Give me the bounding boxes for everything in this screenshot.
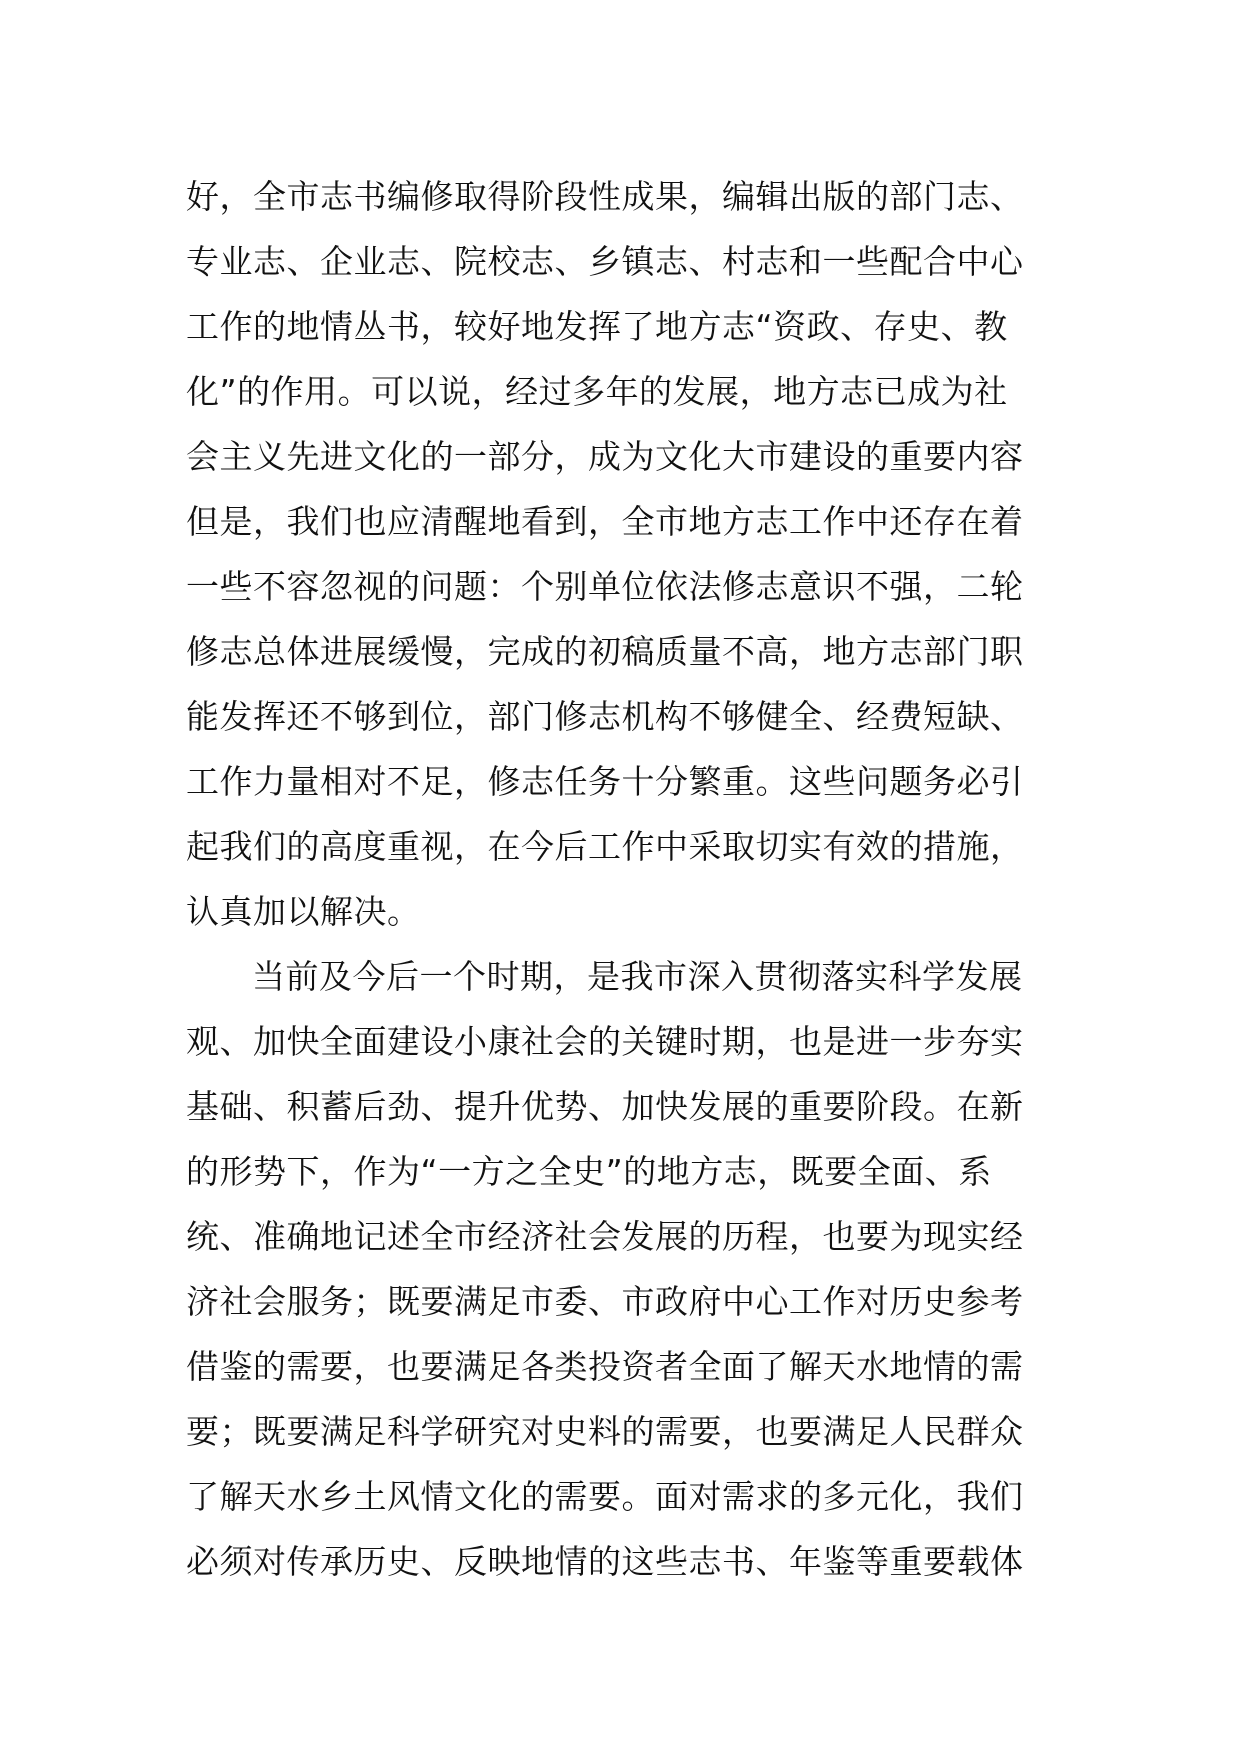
body-text: [186, 164, 1061, 1594]
text-line: 但是，我们也应清醒地看到，全市地方志工作中还存在着: [186, 502, 1024, 541]
text-line: 工作力量相对不足，修志任务十分繁重。这些问题务必引: [186, 762, 1024, 801]
text-line: 的形势下，作为“一方之全史”的地方志，既要全面、系: [186, 1152, 992, 1191]
text-line: 观、加快全面建设小康社会的关键时期，也是进一步夯实: [186, 1022, 1024, 1061]
text-line: 借鉴的需要，也要满足各类投资者全面了解天水地情的需: [186, 1347, 1024, 1386]
paragraph-start-line: 当前及今后一个时期，是我市深入贯彻落实科学发展: [252, 957, 1023, 996]
text-line: 必须对传承历史、反映地情的这些志书、年鉴等重要载体: [186, 1542, 1024, 1581]
text-line: 一些不容忽视的问题：个别单位依法修志意识不强，二轮: [186, 567, 1024, 606]
text-line: 能发挥还不够到位，部门修志机构不够健全、经费短缺、: [186, 697, 1024, 736]
text-line: 济社会服务；既要满足市委、市政府中心工作对历史参考: [186, 1282, 1024, 1321]
text-line: 化”的作用。可以说，经过多年的发展，地方志已成为社: [186, 372, 1008, 411]
text-line: 会主义先进文化的一部分，成为文化大市建设的重要内容: [186, 437, 1024, 476]
text-line: 好，全市志书编修取得阶段性成果，编辑出版的部门志、: [186, 177, 1024, 216]
text-line: 基础、积蓄后劲、提升优势、加快发展的重要阶段。在新: [186, 1087, 1024, 1126]
text-line: 了解天水乡土风情文化的需要。面对需求的多元化，我们: [186, 1477, 1024, 1516]
text-line: 要；既要满足科学研究对史料的需要，也要满足人民群众: [186, 1412, 1024, 1451]
text-line: 认真加以解决。: [186, 892, 421, 931]
text-line: 起我们的高度重视，在今后工作中采取切实有效的措施，: [186, 827, 1024, 866]
text-line: 修志总体进展缓慢，完成的初稿质量不高，地方志部门职: [186, 632, 1024, 671]
text-line: 专业志、企业志、院校志、乡镇志、村志和一些配合中心: [186, 242, 1024, 281]
text-line: 工作的地情丛书，较好地发挥了地方志“资政、存史、教: [186, 307, 1008, 346]
text-line: 统、准确地记述全市经济社会发展的历程，也要为现实经: [186, 1217, 1024, 1256]
